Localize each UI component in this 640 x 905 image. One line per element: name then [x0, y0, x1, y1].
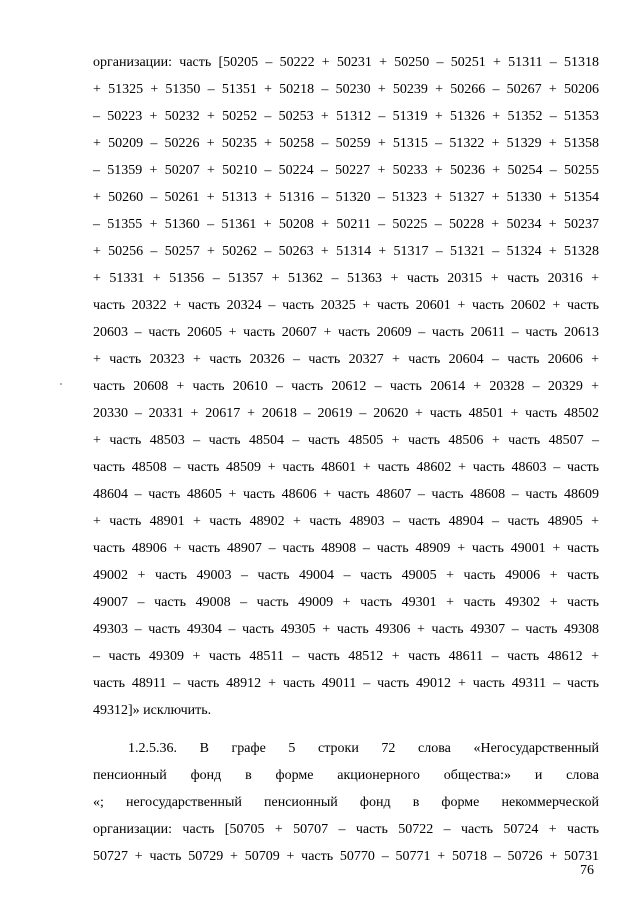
text-line: – часть 49309 + часть 48511 – часть 48512 + часть 48611 – часть 48612 +: [93, 649, 599, 664]
text-line: + 51325 + 51350 – 51351 + 50218 – 50230 + 50239 + 50266 – 50267 + 50206: [93, 82, 599, 97]
page-number: 76: [580, 863, 594, 878]
text-line: + 50209 – 50226 + 50235 + 50258 – 50259 + 51315 – 51322 + 51329 + 51358: [93, 136, 599, 151]
text-line: 50727 + часть 50729 + 50709 + часть 50770 – 50771 + 50718 – 50726 + 50731: [93, 849, 599, 864]
clause-heading-line: 1.2.5.36. В графе 5 строки 72 слова «Негосударственный: [128, 741, 599, 756]
text-line: 49303 – часть 49304 – часть 49305 + часть 49306 + часть 49307 – часть 49308: [93, 622, 599, 637]
scan-speck: [60, 383, 62, 385]
text-line: + 50256 – 50257 + 50262 – 50263 + 51314 + 51317 – 51321 – 51324 + 51328: [93, 244, 599, 259]
text-line: организации: часть [50705 + 50707 – часть 50722 – часть 50724 + часть: [93, 822, 599, 837]
text-line: + часть 48503 – часть 48504 – часть 48505 + часть 48506 + часть 48507 –: [93, 433, 599, 448]
text-line: 49002 + часть 49003 – часть 49004 – часть 49005 + часть 49006 + часть: [93, 568, 599, 583]
paragraph-end-line: 49312]» исключить.: [93, 703, 212, 718]
text-line: + часть 20323 + часть 20326 – часть 20327 + часть 20604 – часть 20606 +: [93, 352, 599, 367]
text-line: часть 48508 – часть 48509 + часть 48601 + часть 48602 + часть 48603 – часть: [93, 460, 599, 475]
text-line: 20330 – 20331 + 20617 + 20618 – 20619 – 20620 + часть 48501 + часть 48502: [93, 406, 599, 421]
text-line: пенсионный фонд в форме акционерного общества:» и слова: [93, 768, 599, 783]
text-line: – 51359 + 50207 + 50210 – 50224 – 50227 + 50233 + 50236 + 50254 – 50255: [93, 163, 599, 178]
text-line: часть 20322 + часть 20324 – часть 20325 + часть 20601 + часть 20602 + часть: [93, 298, 599, 313]
text-line: 49007 – часть 49008 – часть 49009 + часть 49301 + часть 49302 + часть: [93, 595, 599, 610]
text-line: часть 20608 + часть 20610 – часть 20612 – часть 20614 + 20328 – 20329 +: [93, 379, 599, 394]
text-line: – 50223 + 50232 + 50252 – 50253 + 51312 – 51319 + 51326 + 51352 – 51353: [93, 109, 599, 124]
text-line: организации: часть [50205 – 50222 + 50231 + 50250 – 50251 + 51311 – 51318: [93, 55, 599, 70]
text-line: + 51331 + 51356 – 51357 + 51362 – 51363 + часть 20315 + часть 20316 +: [93, 271, 599, 286]
text-line: + 50260 – 50261 + 51313 + 51316 – 51320 – 51323 + 51327 + 51330 + 51354: [93, 190, 599, 205]
text-line: – 51355 + 51360 – 51361 + 50208 + 50211 – 50225 – 50228 + 50234 + 50237: [93, 217, 599, 232]
text-line: часть 48911 – часть 48912 + часть 49011 – часть 49012 + часть 49311 – часть: [93, 676, 599, 691]
text-line: 48604 – часть 48605 + часть 48606 + часть 48607 – часть 48608 – часть 48609: [93, 487, 599, 502]
text-line: часть 48906 + часть 48907 – часть 48908 – часть 48909 + часть 49001 + часть: [93, 541, 599, 556]
text-line: «; негосударственный пенсионный фонд в форме некоммерческой: [93, 795, 599, 810]
text-line: + часть 48901 + часть 48902 + часть 48903 – часть 48904 – часть 48905 +: [93, 514, 599, 529]
text-line: 20603 – часть 20605 + часть 20607 + часть 20609 – часть 20611 – часть 20613: [93, 325, 599, 340]
